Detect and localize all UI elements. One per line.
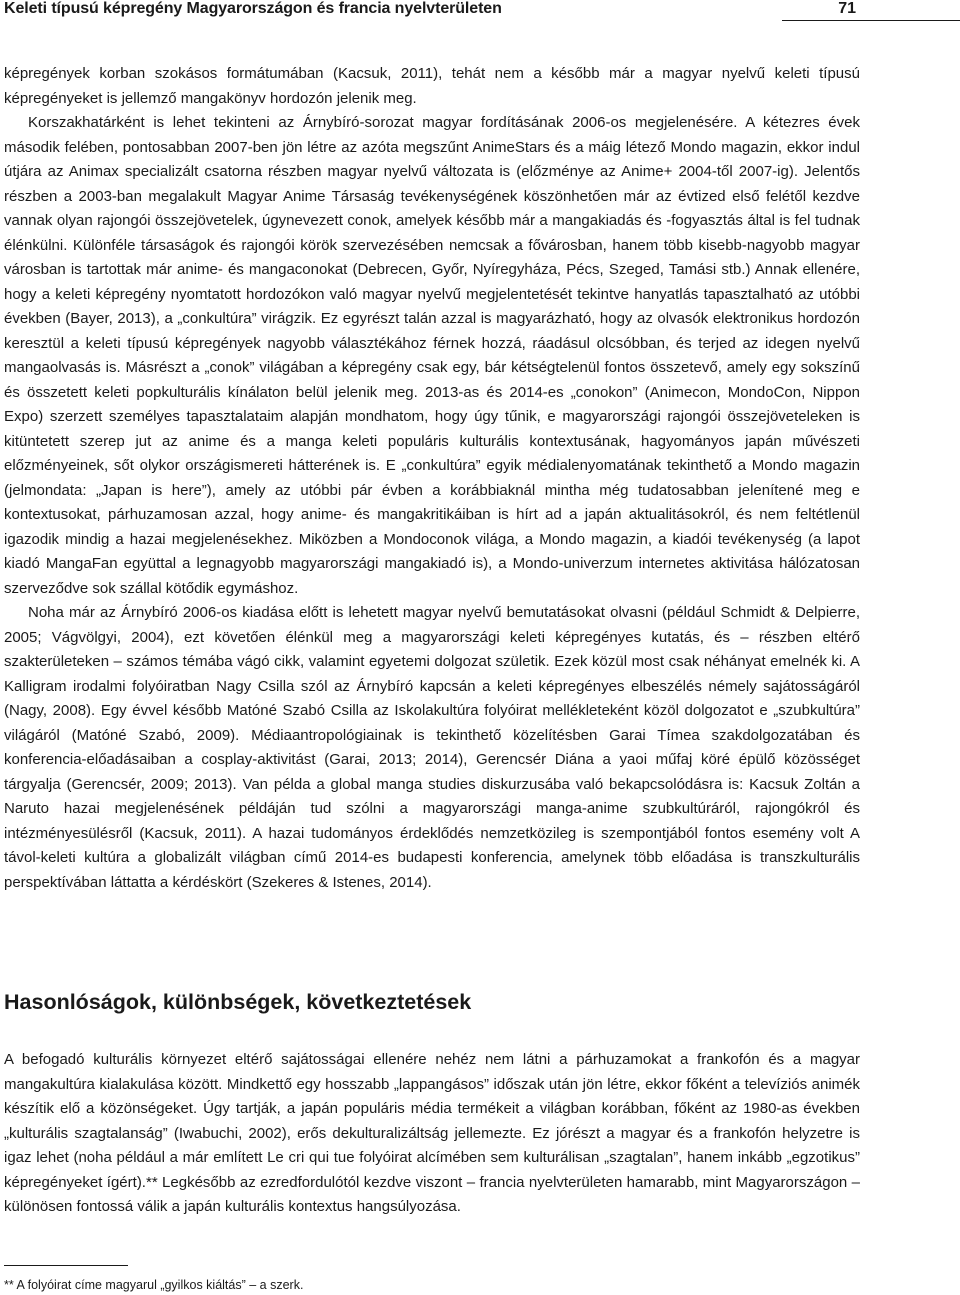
paragraph-3: Noha már az Árnybíró 2006-os kiadása előtt is lehetett magyar nyelvű bemutatásokat olvasni (például Schmidt & Delpierre, 2005; Vágvölgyi, 2004), ezt követően élénkül meg a magyarországi keleti képregényes kutatás, és – részben eltérő szakterületeken – számos témába vágó cikk, valamint egyetemi dolgozat születik. Ezek közül most csak néhányat emelnék ki. A Kalligram irodalmi folyóiratban Nagy Csilla szól az Árnybíró kapcsán a keleti képregényes elbeszélés némely sajátosságáról (Nagy, 2008). Egy évvel később Matóné Szabó Csilla az Iskolakultúra folyóirat mellékleteként közöl dolgozatot e „szubkultúra” világáról (Matóné Szabó, 2009). Médiaantropológiainak is tekinthető közelítésben Garai Tímea szakdolgozatában és konferencia-előadásaiban a cosplay-aktivitást (Garai, 2013; 2014), Gerencsér Diána a yaoi műfaj köré épülő közösséget tárgyalja (Gerencsér, 2009; 2013). Van példa a global manga studies diskurzusába való bekapcsolódásra is: Kacsuk Zoltán a Naruto hazai megjelenésének példáján tud szólni a magyarországi manga-anime szubkultúráról, rajongókról és intézményesülésről (Kacsuk, 2011). A hazai tudományos érdeklődés nemzetközileg is szempontjából fontos esemény volt A távol-keleti kultúra a globalizált világban című 2014-es budapesti konferencia, amelynek több előadása is transzkulturális perspektívában láttatta a kérdéskört (Szekeres & Istenes, 2014).: [4, 604, 860, 891]
section-body: [4, 1048, 860, 1220]
running-title: Keleti típusú képregény Magyarországon és francia nyelvterületen: [4, 0, 502, 17]
header-rule: [782, 20, 960, 21]
paragraph-2: Korszakhatárként is lehet tekinteni az Árnybíró-sorozat magyar fordításának 2006-os megjelenésére. A kétezres évek második felében, pontosabban 2007-ben jön létre az azóta megszűnt AnimeStars és a máig létező Mondo magazin, ekkor indul útjára az Animax specializált csatorna részben magyar nyelvű változata is (előzménye az Anime+ 2004-től 2007-ig). Jelentős részben a 2003-ban megalakult Magyar Anime Társaság tevékenységének köszönhetően már az évtized első felétől kezdve vannak olyan rajongói összejövetelek, úgynevezett conok, amelyek később már a mangakiadás és -fogyasztás által is fel tudnak élénkülni. Különféle társaságok és rajongói körök szervezésében nemcsak a fővárosban, hanem több kisebb-nagyobb magyar városban is tartottak már anime- és mangaconokat (Debrecen, Győr, Nyíregyháza, Pécs, Szeged, Tamási stb.) Annak ellenére, hogy a keleti képregény nyomtatott hordozókon való magyar nyelvű megjelentetését tekintve hanyatlás tapasztalható az utóbbi években (Bayer, 2013), a „conkultúra” virágzik. Ez egyrészt talán azzal is magyarázható, hogy az olvasók elektronikus hordozón keresztül a keleti típusú képregények nagyobb választékához férnek hozzá, ráadásul olcsóbban, és terjed az idegen nyelvű mangaolvasás is. Másrészt a „conok” világában a képregény csak egy, bár kétségtelenül fontos összetevő, amely egy sokszínű és összetett keleti popkulturális kínálaton belül jelenik meg. 2013-as és 2014-es „conokon” (Animecon, MondoCon, Nippon Expo) szerzett személyes tapasztalataim alapján mondhatom, hogy úgy tűnik, e magyarországi rajongói összejöveteleken is kitüntetett szerep jut az anime és a manga keleti populáris kulturális kontextusának, hagyományos japán művészeti előzményeinek, sőt olykor országismereti hátterének is. E „conkultúra” egyik médialenyomatának tekinthető a Mondo magazin (jelmondata: „Japan is here”), amely az utóbbi pár évben a korábbiaknál mintha még tudatosabban jelenítené meg e kontextusokat, párhuzamosan azzal, hogy anime- és mangakritikáiban is hírt ad a japán aktualitásokról, és nem feltétlenül igazodik mindig a hazai megjelenésekhez. Miközben a Mondoconok világa, a Mondo magazin, a kiadói tevékenység (a lapot kiadó MangaFan együttal a legnagyobb magyarországi mangakiadó is), a Mondo-univerzum internetes aktivitása hálózatosan szerveződve sok szállal kötődik egymáshoz.: [4, 114, 860, 597]
body-text: [4, 62, 860, 895]
footnote-rule: [4, 1265, 128, 1266]
footnote: ** A folyóirat címe magyarul „gyilkos kiáltás” – a szerk.: [4, 1278, 304, 1292]
section-paragraph: A befogadó kulturális környezet eltérő sajátosságai ellenére nehéz nem látni a párhuzamokat a frankofón és a magyar mangakultúra kialakulása között. Mindkettő egy hosszabb „lappangásos” időszak után jön létre, ekkor főként a televíziós animék készítik elő a közönségeket. Úgy tartják, a japán populáris média termékeit a világban korábban, főként az 1980-as években „kulturális szagtalanság” (Iwabuchi, 2002), erős dekulturalizáltság jellemezte. Ez jórészt a magyar és a frankofón helyzetre is igaz lehet (noha például a már említett Le cri qui tue folyóirat alcímében sem kulturálisan „szagtalan”, hanem inkább „egzotikus” képregényeket ígért).** Legkésőbb az ezredfordulótól kezdve viszont – francia nyelvterületen hamarabb, mint Magyarországon – különösen fontossá válik a japán kulturális kontextus hangsúlyozása.: [4, 1051, 860, 1215]
section-heading: Hasonlóságok, különbségek, következtetések: [4, 990, 472, 1014]
running-header: [0, 0, 960, 26]
paragraph-1: képregények korban szokásos formátumában (Kacsuk, 2011), tehát nem a később már a magyar nyelvű keleti típusú képregényeket is jellemző mangakönyv hordozón jelenik meg.: [4, 65, 860, 107]
page-number: 71: [838, 0, 856, 17]
